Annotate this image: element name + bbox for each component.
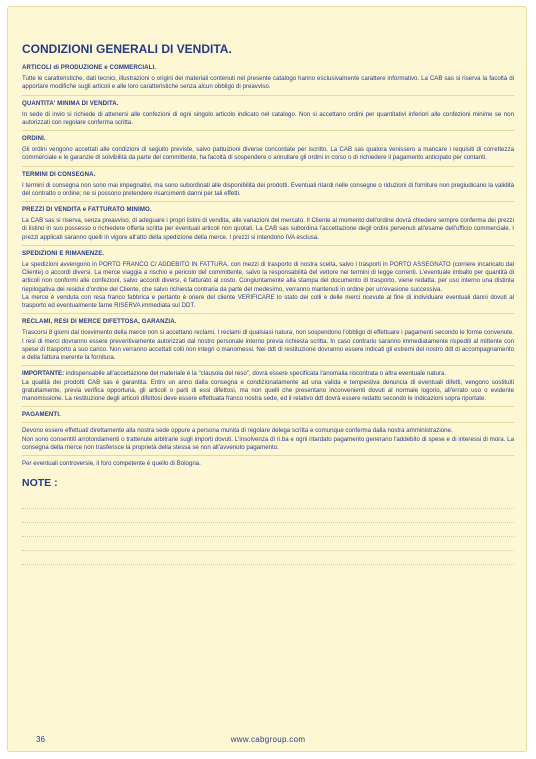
note-line	[22, 495, 514, 509]
divider	[22, 130, 514, 131]
section-heading: ORDINI.	[22, 135, 46, 142]
conditions-content	[22, 42, 514, 565]
section-text: Gli ordini vengono accettati alle condizioni di seguito previste, salvo pattuizioni diverse concordate per iscritto. La CAB sas qualora venissero a mancare i requisiti di correttezza commerciale e le garanzie di solvibilità da parte del committente, ha facoltà di sospendere o annullare gli ordini in corso o di richiedere il pagamento anticipato per contanti.	[22, 146, 514, 162]
jurisdiction-text: Per eventuali controversie, il foro competente è quello di Bologna.	[22, 460, 201, 467]
section-text: Devono essere effettuati direttamente alla nostra sede oppure a persona munita di regolare delega scritta e comunque conferma dalla nostra amministrazione.	[22, 427, 453, 435]
section-ordini	[22, 135, 514, 163]
note-title: NOTE :	[22, 477, 58, 490]
section-text: Le spedizioni avvengono in PORTO FRANCO C/ ADDEBITO IN FATTURA, con mezzi di trasporto di nostra scelta, salvo i trasporti in PORTO ASSEGNATO (corriere incaricato dal Cliente) o accordi diversi. La merce viaggia a rischio e pericolo del committente, salvo la responsabilità del vettore nei termini di legge correnti. L'eventuale imballo per quantità di articoli non conformi alle confezioni, salvo accordi diversi, è fatturato al costo. Congiuntamente alla stampa del documento di trasporto, viene redatta, per uso interno una distinta riepilogativa dei residui d'ordine del Cliente, che salvo richiesta contraria da parte del medesimo, verranno mantenuti in ordine per un'evasione successiva.	[22, 260, 514, 293]
divider	[22, 422, 514, 423]
section-articoli	[22, 64, 514, 92]
section-text: I termini di consegna non sono mai impegnativi, ma sono subordinati alle disponibilità dei prodotti. Eventuali ritardi nelle consegne o riduzioni di forniture non pregiudicano la validità del contratto o ordine; ne si possono pretendere risarcimenti danni per tali effetti.	[22, 181, 514, 197]
website-url: www.cabgroup.com	[230, 735, 306, 744]
section-text: La qualità dei prodotti CAB sas è garantita. Entro un anno dalla consegna e condizionatamente ad una valida e tempestiva denuncia di eventuali difetti, vengono sostituiti gratuitamente, previa verifica opportuna, gli articoli o parti di essi difettosi, ma non quelli che presentano inconvenienti dovuti al normale logorio, all'errato uso o evidente manomissione. La restituzione degli articoli difettosi deve essere effettuata franco nostra sede, ed il relativo ddt dovrà essere redatto secondo le indicazioni sopra riportate.	[22, 378, 514, 402]
note-line	[22, 537, 514, 551]
section-heading: ARTICOLI di PRODUZIONE e COMMERCIALI.	[22, 64, 157, 71]
section-text: In sede di invio si richiede di attenersi alle confezioni di ogni singolo articolo indicato nel catalogo. Non si accettano ordini per quantitativi inferiori alle confezioni minime se non autorizzati con regolare conferma scritta.	[22, 110, 514, 126]
divider	[22, 245, 514, 246]
note-lines	[22, 495, 514, 565]
section-text: Non sono consentiti arrotondamenti o trattenute arbitrarie sugli importi dovuti. L'insolvenza di ri.ba e ogni ritardato pagamento generano l'addebito di spese e di interessi di mora. La consegna della merce non trasferisce la proprietà della stessa se non all'avvenuto pagamento.	[22, 435, 514, 451]
section-heading: SPEDIZIONI E RIMANENZE.	[22, 249, 105, 257]
divider	[22, 313, 514, 314]
section-reclami	[22, 318, 514, 403]
section-text: La CAB sas si riserva, senza preavviso, di adeguare i propri listini di vendita, alle variazioni del mercato. Il Cliente al momento dell'ordine dovrà chiedere sempre conferma dei prezzi di listino in suo possesso o richiedere offerta scritta per eventuali articoli non quotati. La CAB sas subordina l'accettazione degli ordini pervenuti all'esame dell'ufficio commerciale. I prezzi applicati saranno quelli in vigore all'atto della spedizione della merce. I prezzi si intendono IVA esclusa.	[22, 217, 514, 241]
section-heading: TERMINI DI CONSEGNA.	[22, 170, 96, 178]
note-line	[22, 551, 514, 565]
page-title: CONDIZIONI GENERALI DI VENDITA.	[22, 42, 232, 56]
section-text: La merce è venduta con resa franco fabbrica e pertanto è onere del cliente VERIFICARE lo stato dei colli e delle merci ricevute al fine di individuare eventuali danni dovuti al trasporto ed eventualmente farne RISERVA immediata sul DDT.	[22, 293, 514, 309]
section-heading: PREZZI DI VENDITA e FATTURATO MINIMO.	[22, 206, 152, 213]
important-note	[22, 370, 514, 378]
section-quantita	[22, 100, 514, 128]
section-termini	[22, 171, 514, 199]
section-heading: RECLAMI, RESI DI MERCE DIFETTOSA, GARANZIA.	[22, 318, 177, 326]
divider	[22, 365, 514, 366]
note-line	[22, 509, 514, 523]
page-number: 36	[36, 735, 45, 744]
note-line	[22, 523, 514, 537]
important-label: IMPORTANTE:	[22, 370, 65, 378]
section-prezzi	[22, 206, 514, 242]
section-heading: QUANTITA' MINIMA DI VENDITA.	[22, 99, 119, 107]
section-pagamenti	[22, 411, 514, 468]
divider	[22, 166, 514, 167]
divider	[22, 406, 514, 407]
divider	[22, 455, 514, 456]
section-spedizioni	[22, 250, 514, 311]
important-text: indispensabile all'accettazione del materiale è la "clausola del reso", dovrà essere specificata l'anomalia riscontrata o altra eventuale natura.	[64, 370, 447, 378]
section-heading: PAGAMENTI.	[22, 411, 61, 419]
divider	[22, 95, 514, 96]
divider	[22, 201, 514, 202]
section-text: Trascorsi 8 giorni dal ricevimento della merce non si accettano reclami. I reclami di qualsiasi natura, non sospendono l'obbligo di effettuare i pagamenti secondo le forme convenute. I resi di merci dovranno essere preventivamente autorizzati dal nostro personale interno previa richiesta scritta. In caso contrario saranno immediatamente rispediti al mittente con spese di trasporto a suo carico. Non verranno accettati colli non integri o manomessi. Nei ddt di restituzione dovranno essere indicati gli estremi del nostro ddt di accompagnamento e della fattura inerente la fornitura.	[22, 329, 514, 361]
section-text: Tutte le caratteristiche, dati tecnici, illustrazioni o origini dei materiali contenuti nel presente catalogo hanno esclusivamente carattere informativo. La CAB sas si riserva la facoltà di apportare modifiche sugli articoli e alle loro caratteristiche senza alcun obbligo di preavviso.	[22, 75, 514, 91]
